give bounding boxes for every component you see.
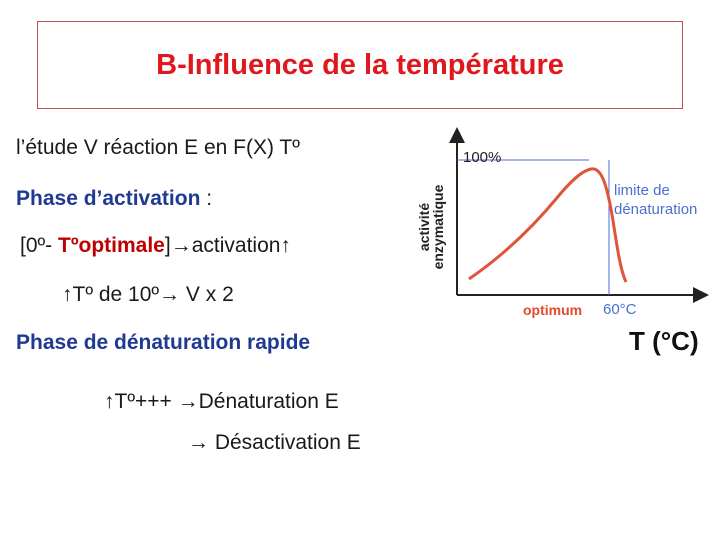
y-label-activite: activité (416, 202, 432, 252)
text-line-7: → Désactivation E (188, 431, 361, 454)
activation-text: ]→activation↑ (164, 234, 291, 257)
text-line-3 (20, 234, 291, 258)
title-box (37, 21, 683, 109)
optimal-temperature: Tºoptimale (58, 234, 165, 257)
phase-activation-label: Phase d’activation (16, 187, 201, 210)
x-axis-label: T (°C) (629, 326, 699, 356)
range-start: [0º- (20, 234, 59, 257)
activity-temperature-figure (411, 117, 718, 367)
colon: : (200, 187, 213, 210)
text-line-2 (16, 187, 212, 211)
optimum-label: optimum (523, 302, 583, 318)
y-label-enzymatique: enzymatique (430, 184, 446, 270)
annotation-denaturation: dénaturation (614, 201, 698, 218)
text-line-1: l’étude V réaction E en F(X) Tº (16, 136, 300, 159)
annotation-limite: limite de (614, 182, 670, 199)
slide-title: B-Influence de la température (156, 48, 564, 81)
activity-curve (469, 169, 626, 282)
y-top-label: 100% (463, 149, 502, 166)
temp-60-label: 60°C (603, 301, 637, 318)
text-line-6: ↑Tº+++ →Dénaturation E (104, 390, 339, 413)
phase-denaturation-label: Phase de dénaturation rapide (16, 331, 311, 354)
text-line-4: ↑Tº de 10º→ V x 2 (62, 283, 234, 306)
